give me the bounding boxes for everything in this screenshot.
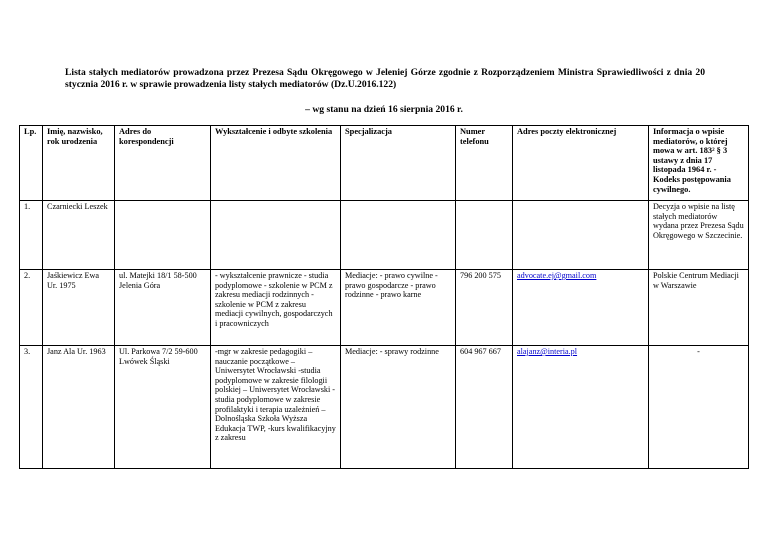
document-title: Lista stałych mediatorów prowadzona przez Prezesa Sądu Okręgowego w Jeleniej Górze zgodnie z Rozporządzeniem Ministra Sprawiedliwości z dnia 20 stycznia 2016 r. w sprawie prowadzenia listy stałych mediatorów (Dz.U.2016.122) [65, 67, 705, 90]
cell-phone: 796 200 575 [456, 270, 513, 346]
cell-name: Jaśkiewicz Ewa Ur. 1975 [43, 270, 115, 346]
cell-specialization: Mediacje: - sprawy rodzinne [341, 346, 456, 469]
column-header-email: Adres poczty elektronicznej [513, 126, 649, 201]
cell-address: ul. Matejki 18/1 58-500 Jelenia Góra [115, 270, 211, 346]
table-row [20, 270, 749, 346]
mediators-table [19, 125, 749, 469]
cell-lp: 3. [20, 346, 43, 469]
cell-name: Czarniecki Leszek [43, 201, 115, 270]
table-header-row [20, 126, 749, 201]
email-link[interactable]: advocate.ej@gmail.com [517, 271, 597, 280]
cell-specialization [341, 201, 456, 270]
cell-email[interactable] [513, 270, 649, 346]
cell-education: -mgr w zakresie pedagogiki – nauczanie początkowe – Uniwersytet Wrocławski -studia podyplomowe w zakresie filologii polskiej – Uniwersytet Wrocławski -studia podyplomowe w zakresie profilaktyki i terapia uzależnień – Dolnośląska Szkoła Wyższa Edukacja TWP, -kurs kwalifikacyjny z zakresu [211, 346, 341, 469]
column-header-specialization: Specjalizacja [341, 126, 456, 201]
column-header-lp: Lp. [20, 126, 43, 201]
email-link[interactable]: alajanz@interia.pl [517, 347, 578, 356]
cell-email [513, 201, 649, 270]
cell-address [115, 201, 211, 270]
cell-education: - wykształcenie prawnicze - studia podyplomowe - szkolenie w PCM z zakresu mediacji rodzinnych -szkolenie w PCM z zakresu mediacji cywilnych, gospodarczych i pracowniczych [211, 270, 341, 346]
cell-email[interactable] [513, 346, 649, 469]
cell-education [211, 201, 341, 270]
cell-phone: 604 967 667 [456, 346, 513, 469]
table-row [20, 201, 749, 270]
cell-name: Janz Ala Ur. 1963 [43, 346, 115, 469]
cell-info: Polskie Centrum Mediacji w Warszawie [649, 270, 749, 346]
cell-specialization: Mediacje: - prawo cywilne - prawo gospodarcze - prawo rodzinne - prawo karne [341, 270, 456, 346]
cell-address: Ul. Parkowa 7/2 59-600 Lwówek Śląski [115, 346, 211, 469]
column-header-info: Informacja o wpisie mediatorów, o której mowa w art. 183² § 3 ustawy z dnia 17 listopada 1964 r. - Kodeks postępowania cywilnego. [649, 126, 749, 201]
cell-lp: 1. [20, 201, 43, 270]
document-subtitle: – wg stanu na dzień 16 sierpnia 2016 r. [305, 104, 463, 115]
column-header-phone: Numer telefonu [456, 126, 513, 201]
table-row [20, 346, 749, 469]
cell-phone [456, 201, 513, 270]
cell-info: - [649, 346, 749, 469]
column-header-address: Adres do korespondencji [115, 126, 211, 201]
cell-info: Decyzja o wpisie na listę stałych mediatorów wydana przez Prezesa Sądu Okręgowego w Szczecinie. [649, 201, 749, 270]
column-header-education: Wykształcenie i odbyte szkolenia [211, 126, 341, 201]
cell-lp: 2. [20, 270, 43, 346]
column-header-name: Imię, nazwisko, rok urodzenia [43, 126, 115, 201]
